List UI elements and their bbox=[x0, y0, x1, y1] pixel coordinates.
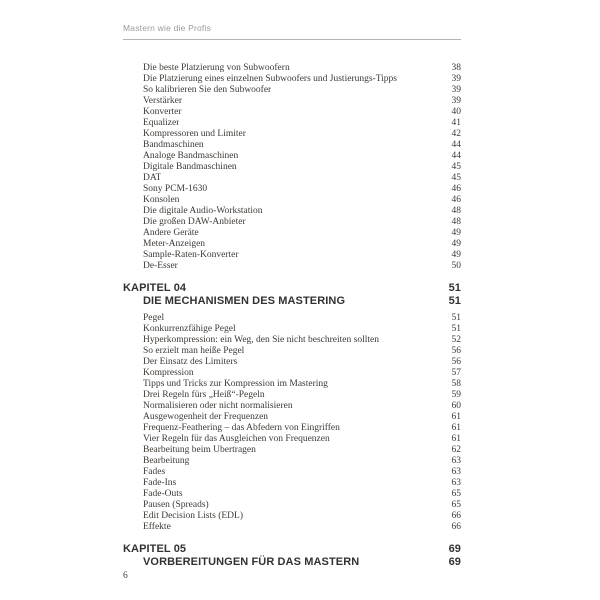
toc-entry-row-label: So kalibrieren Sie den Subwoofer bbox=[143, 85, 272, 95]
toc-entry-row-pagenum: 58 bbox=[451, 379, 461, 389]
running-header-row bbox=[123, 23, 461, 40]
toc-entry-row bbox=[123, 173, 461, 184]
toc-entry-row-label: Vier Regeln für das Ausgleichen von Frequenzen bbox=[143, 434, 330, 444]
toc-entry-row-pagenum: 57 bbox=[451, 368, 461, 378]
toc-entry-row-label: Konkurrenzfähige Pegel bbox=[143, 324, 236, 334]
toc-entry-row bbox=[123, 379, 461, 390]
toc-entry-row-pagenum: 63 bbox=[451, 467, 461, 477]
toc-entry-row-pagenum: 50 bbox=[451, 261, 461, 271]
toc-entry-row-label: DAT bbox=[143, 173, 162, 183]
toc-entry-row-label: Bearbeitung bbox=[143, 456, 190, 466]
toc-entry-row bbox=[123, 151, 461, 162]
toc-entry-row-label: Effekte bbox=[143, 522, 171, 532]
toc-entry-row bbox=[123, 85, 461, 96]
toc-entry-row bbox=[123, 228, 461, 239]
toc-entry-row bbox=[123, 195, 461, 206]
toc-entry-row bbox=[123, 522, 461, 533]
toc-entry-row bbox=[123, 511, 461, 522]
toc-entry-row-pagenum: 61 bbox=[451, 434, 461, 444]
chapter-number-row bbox=[123, 282, 461, 295]
toc-entry-row bbox=[123, 489, 461, 500]
toc-entry-row-pagenum: 38 bbox=[451, 63, 461, 73]
toc-entry-row-pagenum: 63 bbox=[451, 478, 461, 488]
toc-entry-row bbox=[123, 261, 461, 272]
toc-entry-row bbox=[123, 184, 461, 195]
chapter-title-row-label: DIE MECHANISMEN DES MASTERING bbox=[143, 295, 346, 307]
toc-entry-row-label: Pausen (Spreads) bbox=[143, 500, 209, 510]
toc-entry-row bbox=[123, 412, 461, 423]
toc-entry-row-label: Kompression bbox=[143, 368, 194, 378]
chapter-number-row-label: KAPITEL 04 bbox=[123, 282, 187, 294]
chapter-title-row-label: VORBEREITUNGEN FÜR DAS MASTERN bbox=[143, 556, 360, 568]
toc-entry-row-label: Frequenz-Feathering – das Abfedern von Eingriffen bbox=[143, 423, 340, 433]
toc-entry-row-pagenum: 49 bbox=[451, 250, 461, 260]
toc-entry-row-pagenum: 46 bbox=[451, 184, 461, 194]
toc-entry-row-pagenum: 39 bbox=[451, 96, 461, 106]
toc-entry-row bbox=[123, 107, 461, 118]
toc-entry-row-label: Bandmaschinen bbox=[143, 140, 204, 150]
toc-entry-row-pagenum: 48 bbox=[451, 217, 461, 227]
toc-entry-row-pagenum: 66 bbox=[451, 522, 461, 532]
toc-entry-row bbox=[123, 390, 461, 401]
toc-entry-row-pagenum: 61 bbox=[451, 423, 461, 433]
toc-entry-row bbox=[123, 335, 461, 346]
toc-entry-row bbox=[123, 346, 461, 357]
toc-entry-row-pagenum: 49 bbox=[451, 239, 461, 249]
toc-entry-row-label: Die Platzierung eines einzelnen Subwoofers und Justierungs-Tipps bbox=[143, 74, 397, 84]
toc-entry-row-label: Verstärker bbox=[143, 96, 183, 106]
toc-entry-row bbox=[123, 96, 461, 107]
toc-entry-row bbox=[123, 467, 461, 478]
toc-entry-row-pagenum: 44 bbox=[451, 151, 461, 161]
toc-entry-row-label: Die großen DAW-Anbieter bbox=[143, 217, 246, 227]
chapter-number-row bbox=[123, 543, 461, 556]
toc-entry-row-label: Tipps und Tricks zur Kompression im Mastering bbox=[143, 379, 328, 389]
toc-entry-row-pagenum: 41 bbox=[451, 118, 461, 128]
toc-entry-row-pagenum: 44 bbox=[451, 140, 461, 150]
toc-entry-row-pagenum: 65 bbox=[451, 489, 461, 499]
toc-entry-row-pagenum: 45 bbox=[451, 162, 461, 172]
toc-entry-row-pagenum: 51 bbox=[451, 324, 461, 334]
chapter-title-row bbox=[123, 556, 461, 569]
toc-entry-row-label: Drei Regeln fürs „Heiß“-Pegeln bbox=[143, 390, 265, 400]
toc-entry-row-pagenum: 52 bbox=[451, 335, 461, 345]
toc-entry-row-pagenum: 40 bbox=[451, 107, 461, 117]
toc-entry-row bbox=[123, 423, 461, 434]
toc-entry-row-pagenum: 56 bbox=[451, 346, 461, 356]
toc-entry-row-label: Meter-Anzeigen bbox=[143, 239, 206, 249]
toc-entry-row-pagenum: 51 bbox=[451, 313, 461, 323]
toc-entry-row-label: Digitale Bandmaschinen bbox=[143, 162, 237, 172]
chapter-number-row-pagenum: 69 bbox=[448, 543, 461, 555]
toc-entry-row bbox=[123, 250, 461, 261]
toc-entry-row-pagenum: 59 bbox=[451, 390, 461, 400]
toc-entry-row-label: Ausgewogenheit der Frequenzen bbox=[143, 412, 269, 422]
toc-entry-row-pagenum: 46 bbox=[451, 195, 461, 205]
chapter-title-row-pagenum: 69 bbox=[448, 556, 461, 568]
toc-entry-row bbox=[123, 63, 461, 74]
toc-entry-row-pagenum: 61 bbox=[451, 412, 461, 422]
toc-entry-row-label: Pegel bbox=[143, 313, 165, 323]
toc-entry-row bbox=[123, 456, 461, 467]
toc-entry-row-label: Die beste Platzierung von Subwoofern bbox=[143, 63, 290, 73]
toc-entry-row bbox=[123, 129, 461, 140]
toc-entry-row bbox=[123, 434, 461, 445]
toc-entry-row bbox=[123, 74, 461, 85]
toc-entry-row-pagenum: 60 bbox=[451, 401, 461, 411]
toc-entry-row-label: Kompressoren und Limiter bbox=[143, 129, 246, 139]
toc-entry-row bbox=[123, 162, 461, 173]
toc-entry-row bbox=[123, 478, 461, 489]
toc-entry-row-pagenum: 63 bbox=[451, 456, 461, 466]
toc-entry-row-label: De-Esser bbox=[143, 261, 178, 271]
toc-entry-row-label: Bearbeitung beim Übertragen bbox=[143, 445, 256, 455]
toc-entry-row bbox=[123, 500, 461, 511]
toc-entry-row-label: Hyperkompression: ein Weg, den Sie nicht beschreiten sollten bbox=[143, 335, 379, 345]
toc-entry-row-pagenum: 45 bbox=[451, 173, 461, 183]
toc-entry-row-label: Edit Decision Lists (EDL) bbox=[143, 511, 243, 521]
toc-entry-row-label: Analoge Bandmaschinen bbox=[143, 151, 239, 161]
toc-entry-row-label: Equalizer bbox=[143, 118, 180, 128]
toc-entry-row-pagenum: 65 bbox=[451, 500, 461, 510]
toc-entry-row bbox=[123, 239, 461, 250]
toc-entry-row-pagenum: 49 bbox=[451, 228, 461, 238]
toc-entry-row-label: Andere Geräte bbox=[143, 228, 199, 238]
toc-entry-row-label: Fade-Ins bbox=[143, 478, 177, 488]
toc-entry-row bbox=[123, 445, 461, 456]
chapter-title-row-pagenum: 51 bbox=[448, 295, 461, 307]
toc-entry-row-pagenum: 62 bbox=[451, 445, 461, 455]
toc-entry-row-label: Normalisieren oder nicht normalisieren bbox=[143, 401, 293, 411]
toc-entry-row-pagenum: 42 bbox=[451, 129, 461, 139]
toc-entry-row bbox=[123, 217, 461, 228]
toc-entry-row-pagenum: 39 bbox=[451, 85, 461, 95]
toc-entry-row-label: Fade-Outs bbox=[143, 489, 183, 499]
toc-entry-row-label: Die digitale Audio-Workstation bbox=[143, 206, 263, 216]
toc-entry-row-pagenum: 66 bbox=[451, 511, 461, 521]
running-header-title: Mastern wie die Profis bbox=[123, 23, 212, 33]
chapter-number-row-pagenum: 51 bbox=[448, 282, 461, 294]
page-number: 6 bbox=[123, 571, 128, 581]
toc-entry-row-label: Fades bbox=[143, 467, 166, 477]
toc-entry-row bbox=[123, 357, 461, 368]
toc-entry-row bbox=[123, 324, 461, 335]
toc-entry-row-pagenum: 48 bbox=[451, 206, 461, 216]
toc-entry-row-label: Konsolen bbox=[143, 195, 180, 205]
toc-entry-row-label: Konverter bbox=[143, 107, 182, 117]
toc-entry-row-label: So erzielt man heiße Pegel bbox=[143, 346, 245, 356]
toc-entry-row-label: Sony PCM-1630 bbox=[143, 184, 208, 194]
toc-entry-row bbox=[123, 401, 461, 412]
chapter-title-row bbox=[123, 295, 461, 308]
toc-entry-row bbox=[123, 368, 461, 379]
toc-entry-row-pagenum: 39 bbox=[451, 74, 461, 84]
toc-entry-row-label: Sample-Raten-Konverter bbox=[143, 250, 239, 260]
toc-entry-row bbox=[123, 206, 461, 217]
chapter-number-row-label: KAPITEL 05 bbox=[123, 543, 187, 555]
toc-entry-row-label: Der Einsatz des Limiters bbox=[143, 357, 238, 367]
table-of-contents bbox=[123, 63, 461, 574]
toc-entry-row bbox=[123, 313, 461, 324]
toc-entry-row-pagenum: 56 bbox=[451, 357, 461, 367]
toc-entry-row bbox=[123, 118, 461, 129]
toc-entry-row bbox=[123, 140, 461, 151]
